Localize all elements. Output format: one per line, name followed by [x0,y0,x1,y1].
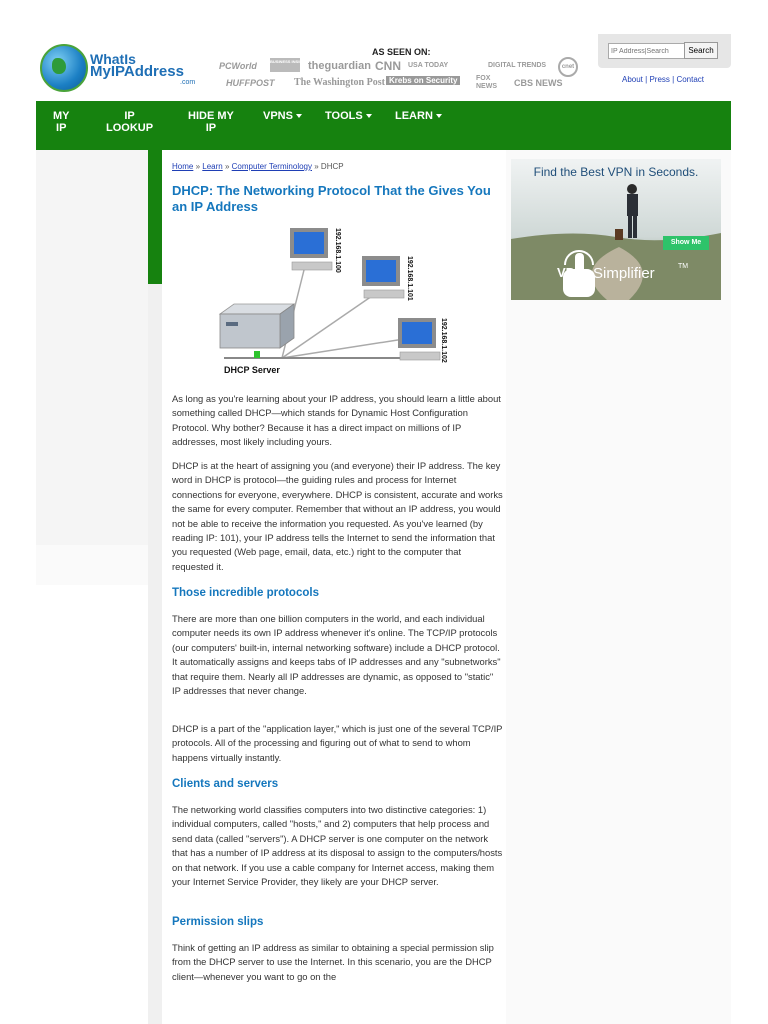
top-links [622,75,704,84]
breadcrumb-current: DHCP [320,162,344,171]
main-nav [36,101,731,150]
press-logo: The Washington Post [294,77,385,88]
article-paragraph: As long as you're learning about your IP address, you should learn a little about something called DHCP—which stands for Dynamic Host Configuration Protocol. Why bother? Because it has a direct impact on millions of IP addresses, most likely including yours. [172,393,501,448]
nav-label: LEARN [395,110,433,122]
article-paragraph: Think of getting an IP address as similar to obtaining a special permission slip from the DHCP server to use the Internet. In this scenario, you are the DHCP client—whenever you want to go on the [172,942,494,982]
search-panel [598,34,731,68]
page-title: DHCP: The Networking Protocol That the Gives You an IP Address [172,183,491,214]
press-logo: Krebs on Security [386,76,460,85]
nav-label: IP [205,122,217,134]
press-logo: PCWorld [219,61,257,71]
server-icon [220,304,294,358]
vpn-ad[interactable] [511,159,721,300]
link-separator: | [645,75,648,84]
ad-trademark: TM [678,263,689,270]
nav-label: HIDE MY [188,110,234,122]
section-heading: Clients and servers [172,778,279,790]
search-button[interactable]: Search [684,42,718,59]
left-sidebar-bottom [36,545,148,585]
press-logo: DIGITAL TRENDS [488,62,547,69]
nav-label: IP [56,122,67,134]
show-me-button[interactable]: Show Me [663,236,709,250]
nav-label: VPNS [263,110,293,122]
computer-icon [362,256,404,298]
computer-icon [398,318,440,360]
computer-icon [290,228,332,270]
chevron-down-icon [296,114,302,118]
nav-tools[interactable] [325,110,372,122]
nav-learn[interactable] [395,110,442,122]
nav-label: LOOKUP [106,122,154,134]
press-logo: CNN [375,59,401,73]
link-separator: | [672,75,675,84]
nav-label: IP [124,110,135,122]
press-logo: HUFFPOST [226,78,275,88]
ip-label: 192.168.1.101 [406,256,413,301]
logo-line2: MyIPAddress [90,63,184,80]
about-link[interactable]: About [622,75,643,84]
nav-my-ip[interactable] [53,110,70,134]
article-paragraph: There are more than one billion computers in the world, and each individual computer needs its own IP address whenever it's online. The TCP/IP protocols (our computers' built-in, internal networking software) include a DHCP protocol. It automatically assigns and keeps tabs of IP addresses and any "subnetworks" that require them. Nearly all IP addresses are dynamic, as opposed to "static" IP addresses that never change. [172,613,501,697]
as-seen-on-title: AS SEEN ON: [372,47,431,57]
breadcrumb-separator: » [195,162,201,171]
press-logo: theguardian [308,60,371,72]
search-input[interactable] [608,43,687,59]
ip-label: 192.168.1.102 [440,318,447,363]
globe-icon [40,44,88,92]
left-sidebar [36,150,148,545]
press-logo: FOX NEWS [476,75,497,90]
chevron-down-icon [366,114,372,118]
press-link[interactable]: Press [649,75,670,84]
breadcrumb [172,162,344,171]
section-heading: Permission slips [172,916,264,928]
press-logo: USA TODAY [408,62,449,69]
breadcrumb-home[interactable]: Home [172,162,194,171]
nav-hide-my-ip[interactable] [188,110,234,134]
ad-brand: Simplifier [593,265,655,282]
press-logo: BUSINESS INSIDER [270,58,300,72]
breadcrumb-separator: » [314,162,319,171]
nav-ip-lookup[interactable] [106,110,153,134]
article-paragraph: DHCP is at the heart of assigning you (and everyone) their IP address. The key word in DHCP is protocol—the guiding rules and process for Internet connections for everyone, everywhere. DHCP is consistent, accurate and works the same for every computer. Remember that without an IP address, you would not be able to receive the information you requested. As you've learned (by reading IP: 101), your IP address tells the Internet to send the information that you requested (Web page, email, data, etc.) right to the computer that requested it. [172,460,503,572]
chevron-down-icon [436,114,442,118]
ad-vpn-text: VPN [557,265,584,280]
contact-link[interactable]: Contact [676,75,705,84]
article-paragraph: DHCP is a part of the "application layer," which is just one of the several TCP/IP protocols. All of the processing and figuring out of what to send to whom happens virtually instantly. [172,723,503,763]
logo-line1: WhatIs [90,51,136,67]
nav-label: TOOLS [325,110,363,122]
breadcrumb-learn[interactable]: Learn [202,162,223,171]
section-heading: Those incredible protocols [172,587,319,599]
content-gutter [148,284,162,1024]
nav-label: MY [53,110,70,122]
ad-headline: Find the Best VPN in Seconds. [533,165,699,179]
logo-line3: .com [180,79,196,86]
dhcp-diagram [172,222,462,380]
ip-label: 192.168.1.100 [334,228,341,273]
site-logo[interactable] [40,44,196,92]
green-side-bar [148,150,162,284]
breadcrumb-separator: » [224,162,230,171]
press-logo: CBS NEWS [514,78,563,88]
breadcrumb-terminology[interactable]: Computer Terminology [231,162,312,171]
nav-vpns[interactable] [263,110,302,122]
dhcp-server-label: DHCP Server [224,365,280,375]
article-paragraph: The networking world classifies computers into two distinctive categories: 1) individual computers, called "hosts," and 2) computers that help process and send data (called "servers"). A DHCP server is one computer on the network that has a number of IP address at its disposal to assign to the computers/hosts on that network. If you use a cable company for Internet access, making them your Internet Service Provider, they likely are your DHCP server. [172,804,503,888]
press-logo: cnet [558,57,578,77]
